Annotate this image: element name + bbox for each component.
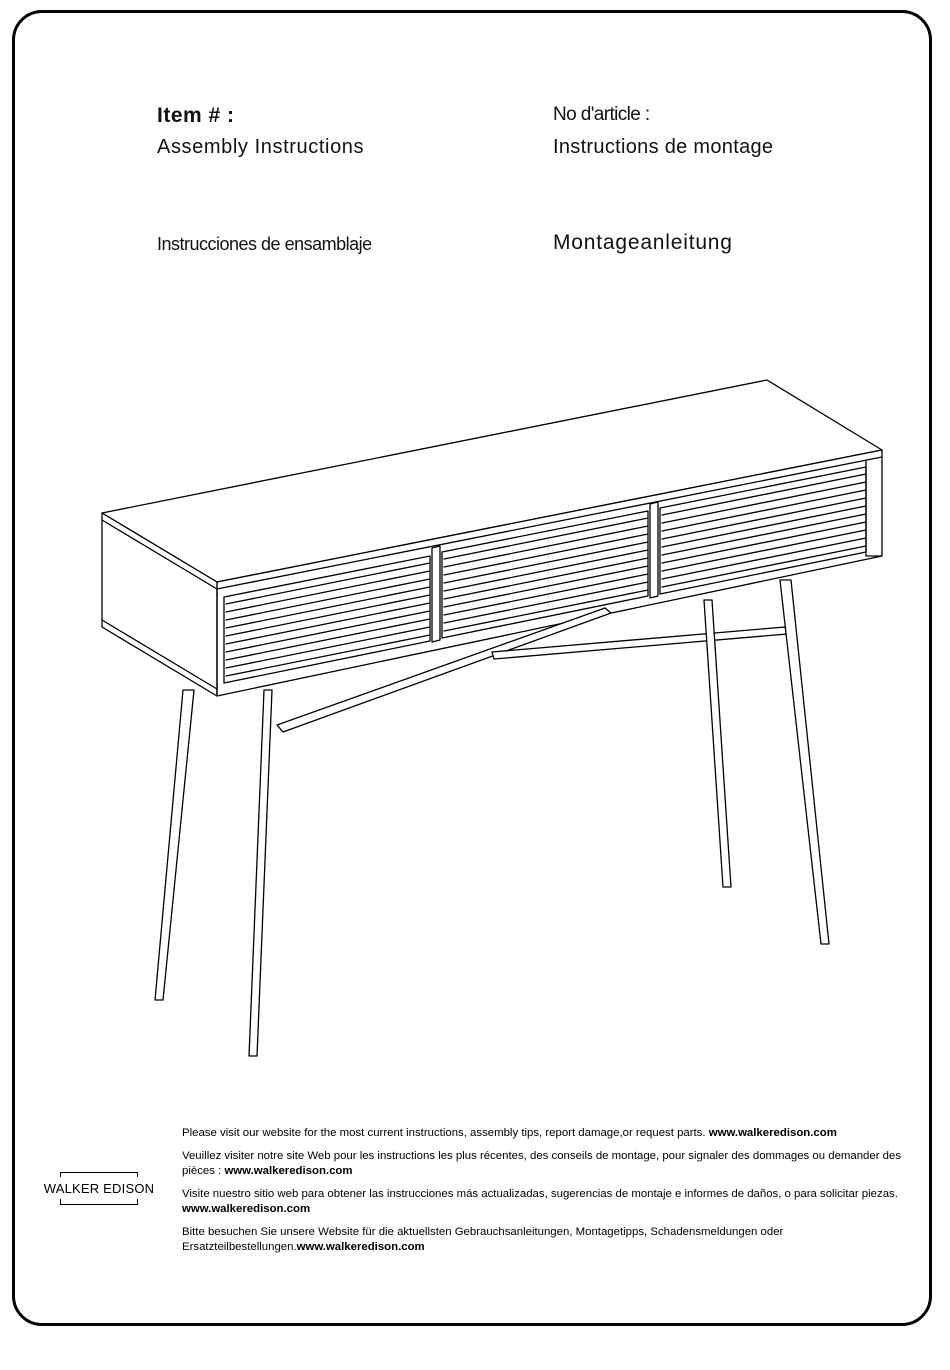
instrucciones-de-ensamblaje-title: Instrucciones de ensamblaje: [157, 234, 372, 254]
notice-german: [182, 1225, 912, 1255]
notice-english: [182, 1126, 912, 1141]
notice-french-url[interactable]: www.walkeredison.com: [224, 1165, 353, 1177]
item-number-label: Item # :: [157, 104, 235, 127]
logo-text: WALKER EDISON: [43, 1181, 155, 1196]
notice-english-text: Please visit our website for the most current instructions, assembly tips, report damage,or request parts.: [182, 1127, 706, 1139]
assembly-instructions-title: Assembly Instructions: [157, 136, 365, 158]
notice-english-url[interactable]: www.walkeredison.com: [708, 1127, 837, 1139]
logo-bracket-top: [60, 1172, 138, 1177]
montageanleitung-title: Montageanleitung: [553, 231, 733, 254]
website-notice: [182, 1126, 912, 1263]
logo-bracket-bottom: [60, 1199, 138, 1205]
notice-french: [182, 1149, 912, 1179]
notice-spanish-text: Visite nuestro sitio web para obtener las instrucciones más actualizadas, sugerencias de montaje e informes de daños, o para solicitar piezas.: [182, 1188, 898, 1200]
notice-german-text: Bitte besuchen Sie unsere Website für die aktuellsten Gebrauchsanleitungen, Montagetipps, Schadensmeldungen oder Ersatzteilbestellungen.: [182, 1226, 784, 1253]
notice-spanish-url[interactable]: www.walkeredison.com: [182, 1203, 311, 1215]
no-article-label: No d'article :: [553, 104, 650, 125]
instructions-de-montage-title: Instructions de montage: [553, 136, 774, 158]
walker-edison-logo: [40, 1172, 158, 1206]
notice-german-url[interactable]: www.walkeredison.com: [296, 1241, 425, 1253]
notice-spanish: [182, 1187, 912, 1217]
notice-french-text: Veuillez visiter notre site Web pour les instructions les plus récentes, des conseils de montage, pour signaler des dommages ou demander des pièces :: [182, 1150, 902, 1177]
